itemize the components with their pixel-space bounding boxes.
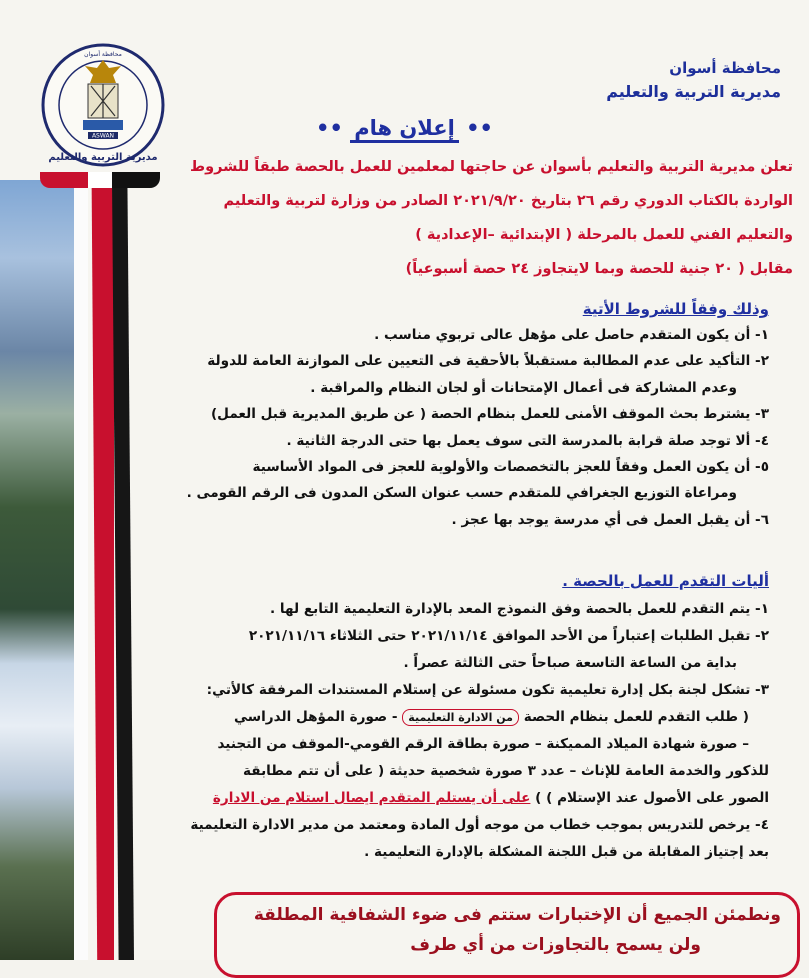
- tower-icon: [88, 84, 118, 118]
- mechanism-line: ٤- يرخص للتدريس بموجب خطاب من موجه أول المادة ومعتمد من مدير الادارة التعليمية: [190, 817, 769, 833]
- m3a-end: - صورة المؤهل الدراسي: [234, 709, 398, 725]
- announcement-title-row: [0, 116, 809, 140]
- condition-line: ٢- التأكيد على عدم المطالبة مستقبلاً بالأحقية فى التعيين على الموازنة العامة للدولة: [207, 353, 769, 370]
- title-dots-right: ••: [466, 116, 493, 140]
- announcement-title: إعلان هام: [350, 116, 459, 143]
- conditions-heading: وذلك وفقاً للشروط الأتية: [582, 300, 769, 318]
- logo-bottom-text: مديرية التربية والتعليم: [48, 152, 158, 163]
- title-dots-left: ••: [316, 116, 343, 140]
- condition-line: وعدم المشاركة فى أعمال الإمتحانات أو لجان النظام والمراقبة .: [310, 379, 737, 396]
- mechanisms-list: [89, 596, 769, 866]
- mechanism-line: للذكور والخدمة العامة للإناث – عدد ٣ صورة شخصية حديثة ( على أن تتم مطابقة: [243, 763, 769, 779]
- mechanism-line: ٢- تقبل الطلبات إعتباراً من الأحد الموافق ٢٠٢١/١١/١٤ حتى الثلاثاء ٢٠٢١/١١/١٦: [248, 628, 769, 644]
- directorate-label: مديرية التربية والتعليم: [606, 82, 781, 101]
- logo-badge: ASWAN: [91, 132, 115, 140]
- receipt-note: على أن يستلم المتقدم ايصال استلام من الادارة: [212, 790, 531, 806]
- m3a-start: ( طلب التقدم للعمل بنظام الحصة: [523, 709, 749, 725]
- footer-line: ونطمئن الجميع أن الإختبارات ستتم فى ضوء الشفافية المطلقة: [253, 905, 781, 925]
- m3d-start: الصور على الأصول عند الإستلام ) ): [535, 790, 769, 806]
- announcement-intro: [173, 150, 793, 286]
- intro-line: مقابل ( ٢٠ جنية للحصة وبما لايتجاوز ٢٤ حصة أسبوعياً): [405, 261, 793, 277]
- intro-line: الواردة بالكتاب الدوري رقم ٢٦ بتاريخ ٢٠٢١/٩/٢٠ الصادر من وزارة لتربية والتعليم: [223, 193, 793, 209]
- flag-white-stripe: [74, 180, 88, 960]
- mechanism-line: – صورة شهادة الميلاد المميكنة – صورة بطاقة الرقم القومي-الموقف من التجنيد: [217, 736, 749, 752]
- intro-line: تعلن مديرية التربية والتعليم بأسوان عن حاجتها لمعلمين للعمل بالحصة طبقاً للشروط: [190, 159, 793, 175]
- mechanism-line: بعد إجتياز المقابلة من قبل اللجنة المشكلة بالإدارة التعليمية .: [364, 844, 769, 860]
- mechanism-line: [89, 785, 769, 812]
- footer-note: [221, 900, 781, 960]
- condition-line: ٣- يشترط بحث الموقف الأمنى للعمل بنظام الحصة ( عن طريق المديرية قبل العمل): [210, 406, 769, 423]
- condition-line: ومراعاة التوزيع الجغرافي للمتقدم حسب عنوان السكن المدون فى الرقم القومى .: [186, 485, 737, 502]
- intro-line: والتعليم الفني للعمل بالمرحلة ( الإبتدائية –الإعدادية ): [415, 227, 793, 243]
- condition-line: ١- أن يكون المتقدم حاصل على مؤهل عالى تربوي مناسب .: [374, 327, 769, 343]
- governorate-label: محافظة أسوان: [669, 59, 781, 77]
- mechanism-line: ١- يتم التقدم للعمل بالحصة وفق النموذج المعد بالإدارة التعليمية التابع لها .: [270, 601, 769, 617]
- letterhead: [606, 56, 781, 104]
- source-box: من الادارة التعليمية: [402, 709, 519, 726]
- condition-line: ٥- أن يكون العمل وفقاً للعجز بالتخصصات والأولوية للعجز فى المواد الأساسية: [252, 459, 769, 476]
- condition-line: ٦- أن يقبل العمل فى أي مدرسة يوجد بها عجز .: [451, 511, 769, 528]
- condition-line: ٤- ألا توجد صلة قرابة بالمدرسة التى سوف يعمل بها حتى الدرجة الثانية .: [286, 432, 769, 449]
- footer-line: ولن يسمح بالتجاوزات من أي طرف: [410, 935, 701, 955]
- mechanism-line: [89, 704, 769, 731]
- flag-band: [40, 172, 160, 188]
- mechanism-line: ٣- تشكل لجنة بكل إدارة تعليمية تكون مسئولة عن إستلام المستندات المرفقة كالأتي:: [206, 682, 769, 698]
- conditions-list: [89, 322, 769, 533]
- mechanisms-heading: أليات التقدم للعمل بالحصة .: [562, 572, 769, 590]
- directorate-logo: [28, 40, 178, 170]
- mechanism-line: بداية من الساعة التاسعة صباحاً حتى الثالثة عصراً .: [403, 655, 737, 671]
- logo-top-text: محافظة أسوان: [84, 51, 122, 58]
